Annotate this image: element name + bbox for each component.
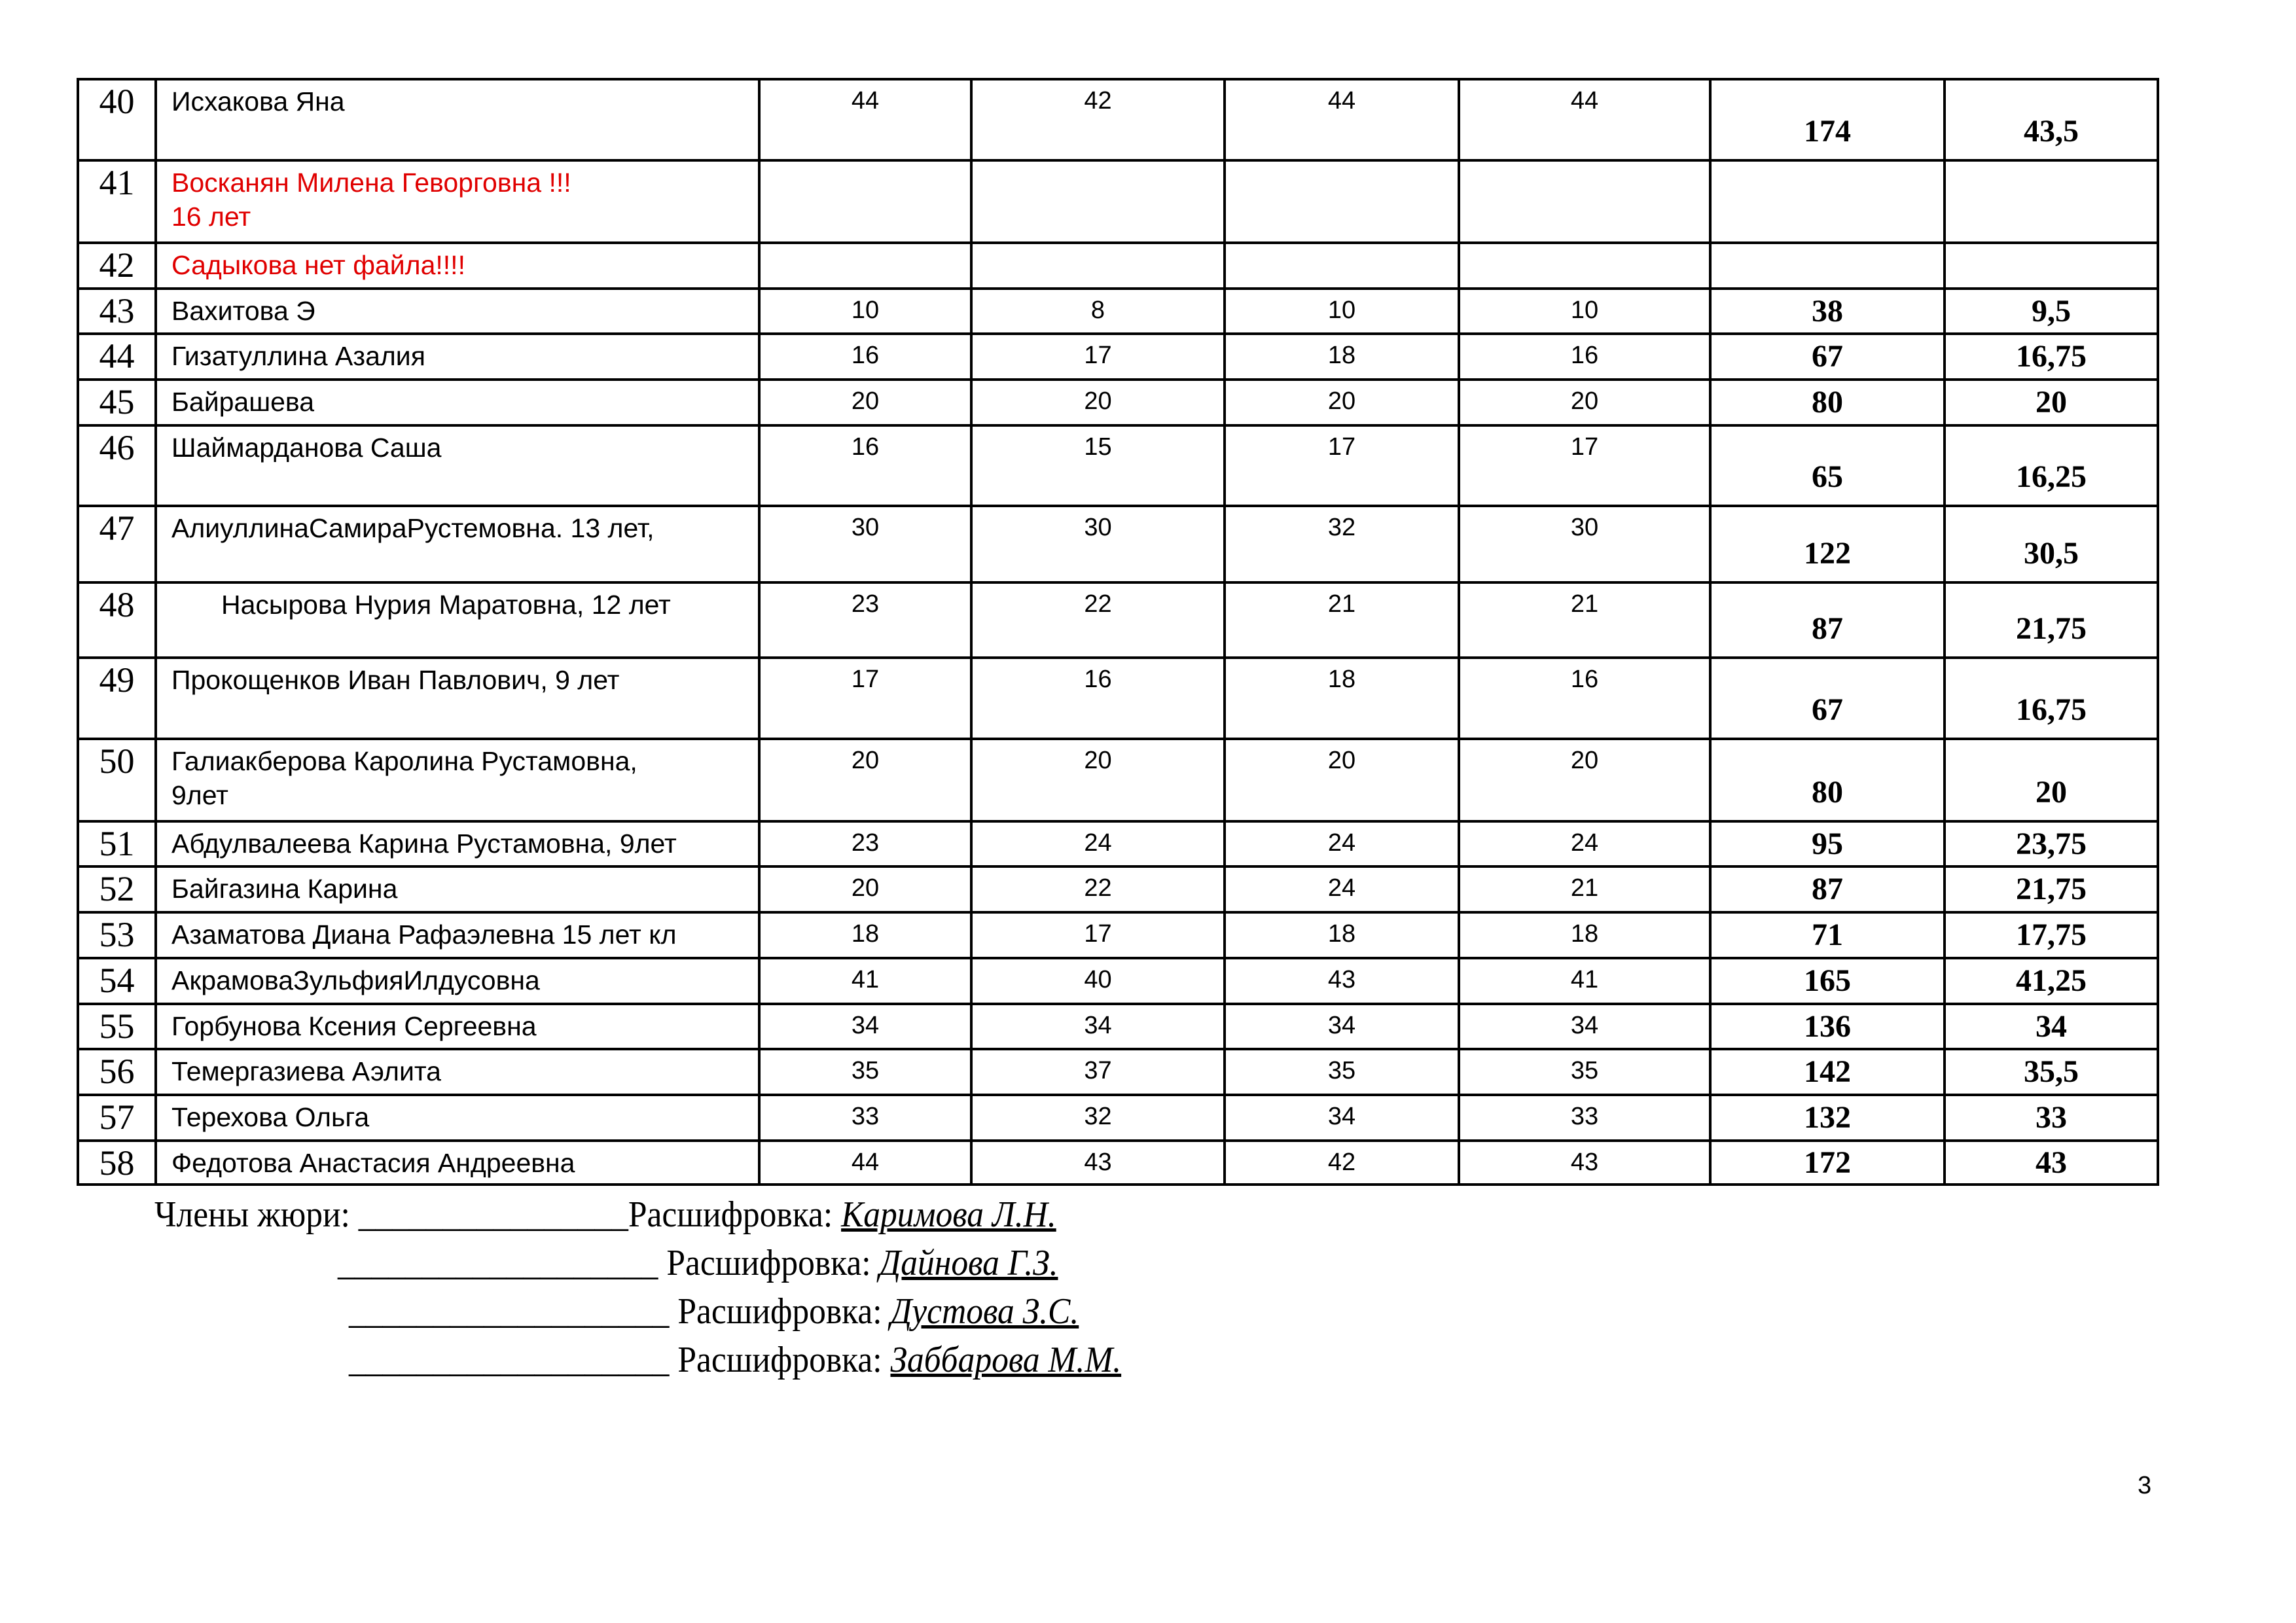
signature-line-4 — [349, 1339, 1121, 1381]
judge-score: 17 — [971, 334, 1225, 380]
table-row — [78, 334, 2158, 380]
signature-line-3 — [349, 1291, 1079, 1332]
participant-name — [156, 658, 759, 739]
total-score: 87 — [1710, 582, 1945, 658]
average-score — [1945, 243, 2158, 289]
total-score — [1710, 160, 1945, 243]
total-score: 142 — [1710, 1049, 1945, 1095]
judge-score: 20 — [1225, 739, 1459, 821]
judge-score: 20 — [759, 380, 971, 425]
judge-score: 33 — [1459, 1095, 1710, 1141]
name-text: Гизатуллина Азалия — [171, 341, 425, 371]
judge-score: 20 — [1459, 380, 1710, 425]
participant-name — [156, 821, 759, 866]
judge-score — [971, 243, 1225, 289]
participant-name — [156, 506, 759, 582]
judge-score: 35 — [1459, 1049, 1710, 1095]
judge-score: 17 — [759, 658, 971, 739]
judge-score: 17 — [1225, 425, 1459, 506]
judge-score: 20 — [759, 739, 971, 821]
row-number: 40 — [78, 79, 156, 160]
row-number: 42 — [78, 243, 156, 289]
table-row — [78, 912, 2158, 958]
participant-name — [156, 289, 759, 334]
row-number: 54 — [78, 958, 156, 1004]
table-row — [78, 380, 2158, 425]
judge-score: 20 — [759, 866, 971, 912]
participant-name — [156, 79, 759, 160]
row-number: 50 — [78, 739, 156, 821]
judge-score: 32 — [1225, 506, 1459, 582]
signature-blank: ___________________ — [349, 1340, 670, 1380]
name-text: Горбунова Ксения Сергеевна — [171, 1011, 537, 1041]
judge-score: 16 — [759, 425, 971, 506]
participant-name — [156, 380, 759, 425]
row-number: 51 — [78, 821, 156, 866]
participant-name — [156, 739, 759, 821]
row-number: 48 — [78, 582, 156, 658]
judge-score: 16 — [971, 658, 1225, 739]
row-number: 55 — [78, 1004, 156, 1049]
table-row — [78, 958, 2158, 1004]
row-number: 52 — [78, 866, 156, 912]
judge-score — [759, 160, 971, 243]
signature-blank: ___________________ — [349, 1291, 670, 1332]
average-score: 43,5 — [1945, 79, 2158, 160]
name-text: Садыкова нет файла!!!! — [171, 250, 465, 280]
name-text-line2: 9лет — [171, 780, 228, 810]
average-score: 43 — [1945, 1141, 2158, 1185]
average-score: 41,25 — [1945, 958, 2158, 1004]
judge-score: 21 — [1459, 582, 1710, 658]
total-score: 67 — [1710, 334, 1945, 380]
total-score: 95 — [1710, 821, 1945, 866]
judge-score: 10 — [1459, 289, 1710, 334]
signature-line-1 — [154, 1194, 1056, 1236]
average-score: 9,5 — [1945, 289, 2158, 334]
participant-name — [156, 912, 759, 958]
table-row — [78, 1095, 2158, 1141]
judge-score: 8 — [971, 289, 1225, 334]
judge-score: 43 — [1225, 958, 1459, 1004]
decode-label: Расшифровка: — [677, 1291, 882, 1332]
judge-score — [1225, 243, 1459, 289]
judge-score: 17 — [971, 912, 1225, 958]
average-score: 35,5 — [1945, 1049, 2158, 1095]
judge-score: 35 — [1225, 1049, 1459, 1095]
average-score: 21,75 — [1945, 582, 2158, 658]
total-score: 80 — [1710, 380, 1945, 425]
judge-score: 20 — [1225, 380, 1459, 425]
judge-score: 15 — [971, 425, 1225, 506]
table-row — [78, 866, 2158, 912]
judge-score: 42 — [971, 79, 1225, 160]
row-number: 46 — [78, 425, 156, 506]
judge-score: 18 — [1225, 658, 1459, 739]
participant-name — [156, 334, 759, 380]
jury-member-name: Дустова З.С. — [890, 1291, 1079, 1332]
total-score: 132 — [1710, 1095, 1945, 1141]
table-row — [78, 1141, 2158, 1185]
total-score: 38 — [1710, 289, 1945, 334]
average-score: 20 — [1945, 380, 2158, 425]
row-number: 44 — [78, 334, 156, 380]
jury-member-name: Заббарова М.М. — [890, 1340, 1122, 1380]
judge-score: 34 — [971, 1004, 1225, 1049]
average-score: 23,75 — [1945, 821, 2158, 866]
judge-score — [759, 243, 971, 289]
participant-name — [156, 1049, 759, 1095]
judge-score: 35 — [759, 1049, 971, 1095]
judge-score: 24 — [971, 821, 1225, 866]
judge-score: 43 — [1459, 1141, 1710, 1185]
judge-score: 23 — [759, 821, 971, 866]
judge-score — [971, 160, 1225, 243]
table-row — [78, 425, 2158, 506]
table-row — [78, 1049, 2158, 1095]
participant-name — [156, 1095, 759, 1141]
signature-blank: ________________ — [358, 1194, 628, 1235]
total-score: 71 — [1710, 912, 1945, 958]
judge-score: 16 — [759, 334, 971, 380]
row-number: 43 — [78, 289, 156, 334]
decode-label: Расшифровка: — [628, 1194, 833, 1235]
total-score: 80 — [1710, 739, 1945, 821]
results-table — [77, 78, 2159, 1186]
table-row — [78, 658, 2158, 739]
table-row — [78, 160, 2158, 243]
average-score: 17,75 — [1945, 912, 2158, 958]
judge-score: 34 — [1225, 1095, 1459, 1141]
judge-score: 18 — [759, 912, 971, 958]
name-text: Темергазиева Аэлита — [171, 1056, 441, 1086]
judge-score: 44 — [1225, 79, 1459, 160]
name-text: Байгазина Карина — [171, 874, 398, 904]
average-score: 16,75 — [1945, 334, 2158, 380]
judge-score: 16 — [1459, 658, 1710, 739]
judge-score — [1459, 160, 1710, 243]
row-number: 45 — [78, 380, 156, 425]
judge-score: 17 — [1459, 425, 1710, 506]
judge-score: 34 — [1225, 1004, 1459, 1049]
name-text: Абдулвалеева Карина Рустамовна, 9лет — [171, 829, 677, 859]
row-number: 57 — [78, 1095, 156, 1141]
judge-score: 40 — [971, 958, 1225, 1004]
row-number: 41 — [78, 160, 156, 243]
name-text: Галиакберова Каролина Рустамовна, — [171, 746, 637, 776]
judge-score: 30 — [1459, 506, 1710, 582]
table-row — [78, 79, 2158, 160]
table-row — [78, 582, 2158, 658]
participant-name — [156, 582, 759, 658]
judge-score: 21 — [1225, 582, 1459, 658]
judge-score: 32 — [971, 1095, 1225, 1141]
average-score: 16,75 — [1945, 658, 2158, 739]
judge-score: 37 — [971, 1049, 1225, 1095]
row-number: 53 — [78, 912, 156, 958]
total-score — [1710, 243, 1945, 289]
participant-name — [156, 425, 759, 506]
average-score: 30,5 — [1945, 506, 2158, 582]
judge-score — [1225, 160, 1459, 243]
name-text: АкрамоваЗульфияИлдусовна — [171, 965, 540, 995]
row-number: 56 — [78, 1049, 156, 1095]
table-row — [78, 243, 2158, 289]
average-score: 21,75 — [1945, 866, 2158, 912]
table-row — [78, 1004, 2158, 1049]
participant-name — [156, 866, 759, 912]
judge-score: 41 — [759, 958, 971, 1004]
judge-score: 22 — [971, 582, 1225, 658]
judge-score — [1459, 243, 1710, 289]
judge-score: 20 — [971, 739, 1225, 821]
row-number: 49 — [78, 658, 156, 739]
name-text: Прокощенков Иван Павлович, 9 лет — [171, 665, 620, 695]
jury-member-name: Дайнова Г.З. — [879, 1243, 1058, 1283]
average-score: 16,25 — [1945, 425, 2158, 506]
jury-label: Члены жюри: — [154, 1194, 350, 1235]
judge-score: 21 — [1459, 866, 1710, 912]
total-score: 122 — [1710, 506, 1945, 582]
judge-score: 22 — [971, 866, 1225, 912]
average-score: 33 — [1945, 1095, 2158, 1141]
judge-score: 33 — [759, 1095, 971, 1141]
judge-score: 24 — [1225, 821, 1459, 866]
average-score: 34 — [1945, 1004, 2158, 1049]
name-text: Байрашева — [171, 387, 315, 417]
judge-score: 18 — [1225, 912, 1459, 958]
table-row — [78, 739, 2158, 821]
total-score: 87 — [1710, 866, 1945, 912]
participant-name — [156, 1004, 759, 1049]
name-text: Азаматова Диана Рафаэлевна 15 лет кл — [171, 919, 677, 950]
judge-score: 24 — [1459, 821, 1710, 866]
decode-label: Расшифровка: — [666, 1243, 871, 1283]
judge-score: 30 — [759, 506, 971, 582]
row-number: 47 — [78, 506, 156, 582]
total-score: 67 — [1710, 658, 1945, 739]
average-score: 20 — [1945, 739, 2158, 821]
row-number: 58 — [78, 1141, 156, 1185]
judge-score: 41 — [1459, 958, 1710, 1004]
total-score: 165 — [1710, 958, 1945, 1004]
name-text: Восканян Милена Геворговна !!! — [171, 168, 571, 198]
participant-name — [156, 243, 759, 289]
judge-score: 18 — [1459, 912, 1710, 958]
judge-score: 44 — [759, 79, 971, 160]
name-text: АлиуллинаСамираРустемовна. 13 лет, — [171, 513, 655, 543]
judge-score: 20 — [971, 380, 1225, 425]
table-row — [78, 821, 2158, 866]
signature-blank: ___________________ — [338, 1243, 658, 1283]
name-text: Терехова Ольга — [171, 1102, 370, 1132]
participant-name — [156, 958, 759, 1004]
total-score: 174 — [1710, 79, 1945, 160]
signature-line-2 — [338, 1242, 1058, 1284]
judge-score: 44 — [1459, 79, 1710, 160]
average-score — [1945, 160, 2158, 243]
judge-score: 34 — [1459, 1004, 1710, 1049]
judge-score: 24 — [1225, 866, 1459, 912]
table-row — [78, 506, 2158, 582]
judge-score: 18 — [1225, 334, 1459, 380]
judge-score: 30 — [971, 506, 1225, 582]
decode-label: Расшифровка: — [677, 1340, 882, 1380]
judge-score: 34 — [759, 1004, 971, 1049]
total-score: 65 — [1710, 425, 1945, 506]
judge-score: 42 — [1225, 1141, 1459, 1185]
name-text: Исхакова Яна — [171, 86, 345, 116]
total-score: 136 — [1710, 1004, 1945, 1049]
participant-name — [156, 1141, 759, 1185]
name-text: Вахитова Э — [171, 296, 315, 326]
total-score: 172 — [1710, 1141, 1945, 1185]
name-text: Федотова Анастасия Андреевна — [171, 1148, 575, 1178]
judge-score: 16 — [1459, 334, 1710, 380]
name-text: Насырова Нурия Маратовна, 12 лет — [221, 590, 671, 620]
judge-score: 10 — [759, 289, 971, 334]
name-text: Шаймарданова Саша — [171, 433, 442, 463]
name-text-line2: 16 лет — [171, 202, 251, 232]
judge-score: 44 — [759, 1141, 971, 1185]
jury-member-name: Каримова Л.Н. — [841, 1194, 1056, 1235]
judge-score: 23 — [759, 582, 971, 658]
table-row — [78, 289, 2158, 334]
participant-name — [156, 160, 759, 243]
judge-score: 10 — [1225, 289, 1459, 334]
page-number: 3 — [2138, 1472, 2152, 1499]
judge-score: 20 — [1459, 739, 1710, 821]
judge-score: 43 — [971, 1141, 1225, 1185]
